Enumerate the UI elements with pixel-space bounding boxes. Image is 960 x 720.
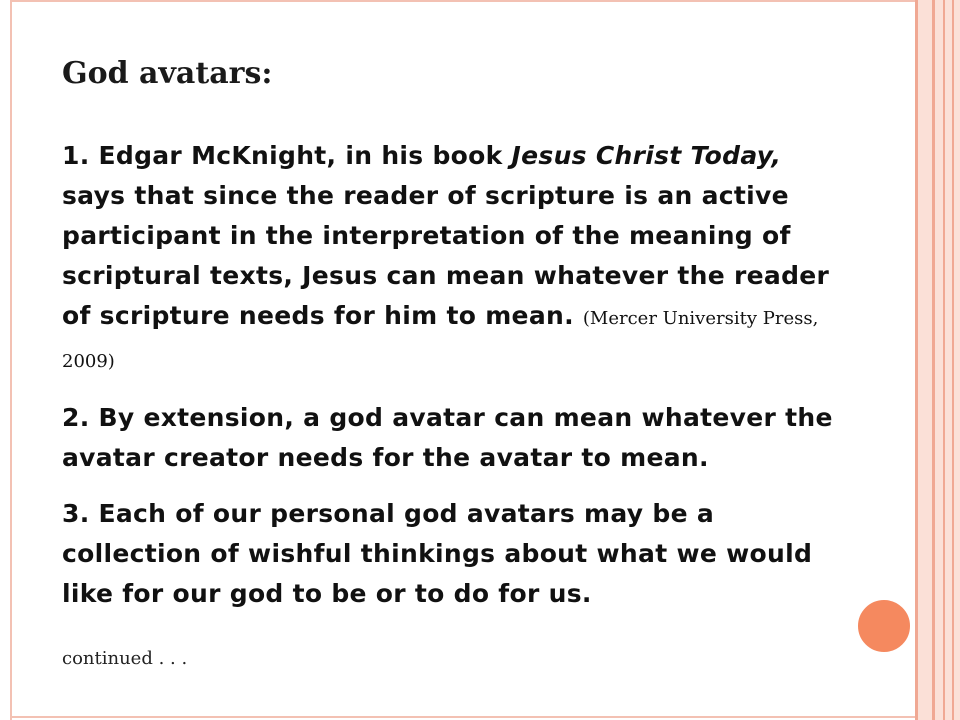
continued-label: continued . . . [62,648,188,669]
slide-body [62,136,842,630]
point-1-body: says that since the reader of scripture is an active participant in the interpretation of the meaning of scriptural texts, Jesus can mean whatever the reader of scripture needs for him to mean. [62,181,830,330]
right-stripe [915,0,918,720]
accent-circle [854,596,914,656]
frame-top-border [10,0,915,2]
right-stripe [943,0,945,720]
frame-left-border [10,0,12,720]
book-title: Jesus Christ Today, [511,141,782,170]
point-1 [62,136,842,382]
right-stripe [952,0,954,720]
slide-title: God avatars: [62,56,273,91]
point-3: 3. Each of our personal god avatars may be a collection of wishful thinkings about what we would like for our god to be or to do for us. [62,499,813,608]
right-stripe [932,0,935,720]
point-2: 2. By extension, a god avatar can mean whatever the avatar creator needs for the avatar to mean. [62,403,833,472]
frame-bottom-border [10,716,915,718]
citation: (Mercer University Press, 2009) [62,308,819,372]
point-1-lead: 1. Edgar McKnight, in his book [62,141,512,170]
